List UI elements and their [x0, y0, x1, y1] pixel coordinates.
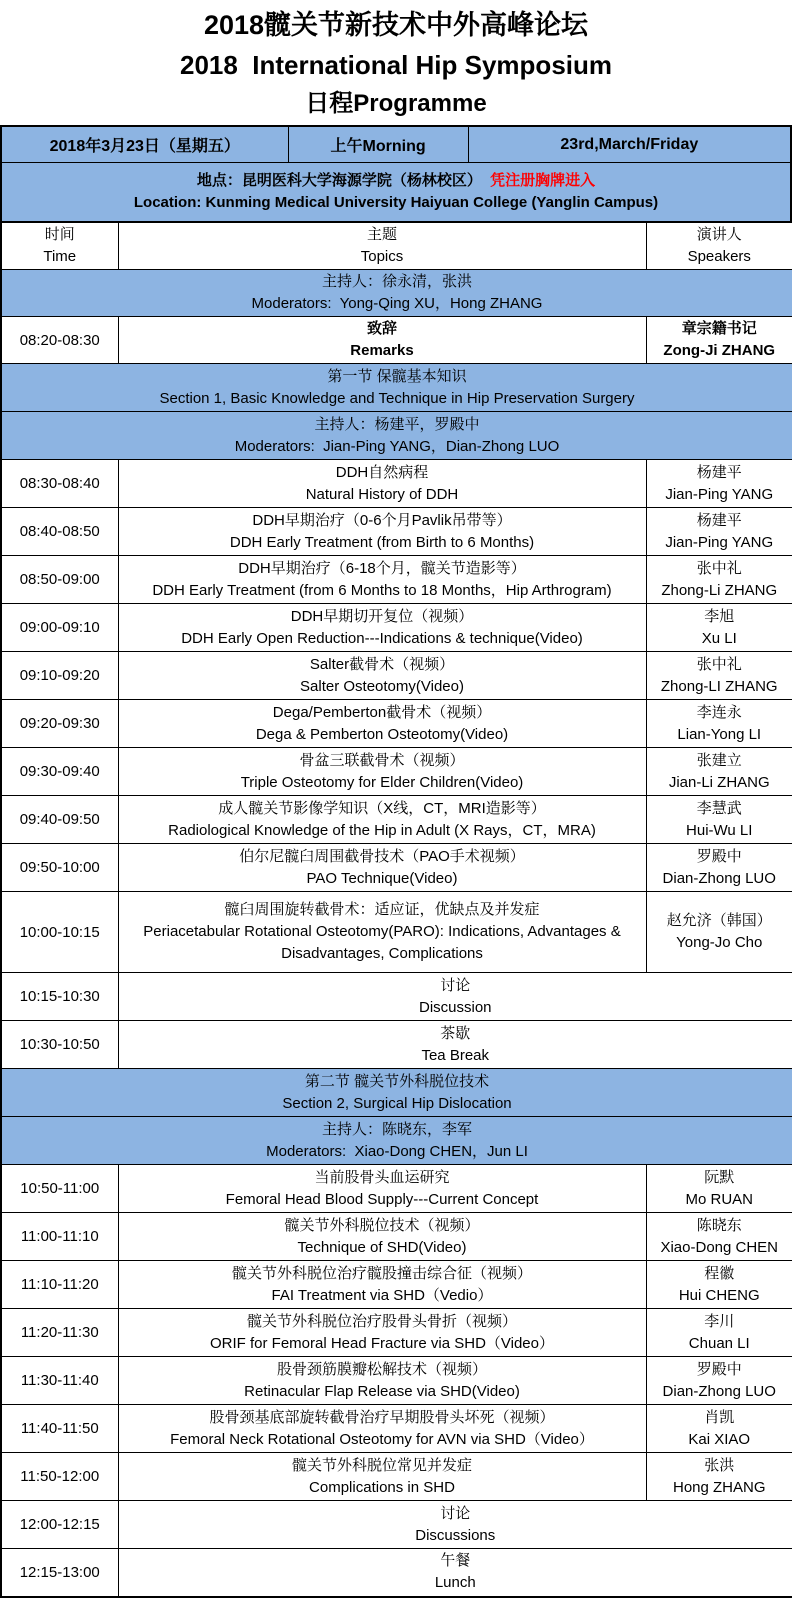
- talk-topic-en: FAI Treatment via SHD（Vedio）: [271, 1286, 493, 1304]
- talk-time: 09:10-09:20: [1, 652, 118, 700]
- talk-speaker-zh: 张建立: [696, 751, 742, 769]
- talk-topic: [118, 1309, 646, 1357]
- talk-row: [1, 460, 792, 508]
- talk-topic-zh: 伯尔尼髋臼周围截骨技术（PAO手术视频）: [239, 847, 525, 865]
- talk-time: 09:30-09:40: [1, 748, 118, 796]
- talk-topic-zh: 髋关节外科脱位治疗髋股撞击综合征（视频）: [231, 1264, 532, 1282]
- section-line-zh: 第二节 髋关节外科脱位技术: [304, 1072, 490, 1090]
- section-line-zh: 第一节 保髋基本知识: [327, 367, 467, 385]
- talk-speaker-zh: 李连永: [696, 703, 742, 721]
- talk-speaker-en: Hui CHENG: [678, 1286, 760, 1304]
- talk-topic-en: Femoral Neck Rotational Osteotomy for AVN via SHD（Video）: [170, 1430, 594, 1448]
- talk-speaker: [646, 1405, 792, 1453]
- break-label-en: Lunch: [434, 1574, 476, 1592]
- col-header-topics: 主题 Topics: [118, 222, 646, 270]
- talk-row: [1, 1213, 792, 1261]
- talk-speaker: [646, 1261, 792, 1309]
- talk-speaker: [646, 1165, 792, 1213]
- talk-speaker-en: Yong-Jo Cho: [676, 934, 763, 952]
- talk-row: [1, 748, 792, 796]
- talk-topic-en: DDH Early Open Reduction---Indications & technique(Video): [181, 629, 583, 647]
- talk-topic-zh: 股骨颈基底部旋转截骨治疗早期股骨头坏死（视频）: [209, 1408, 555, 1426]
- talk-topic-zh: DDH早期切开复位（视频）: [290, 607, 474, 625]
- talk-speaker: [646, 1309, 792, 1357]
- talk-speaker-zh: 杨建平: [696, 511, 742, 529]
- talk-speaker-en: Kai XIAO: [688, 1430, 751, 1448]
- talk-time: 11:10-11:20: [1, 1261, 118, 1309]
- talk-topic: [118, 508, 646, 556]
- talk-topic-zh: 髋关节外科脱位技术（视频）: [284, 1216, 480, 1234]
- talk-time: 11:30-11:40: [1, 1357, 118, 1405]
- talk-speaker-zh: 杨建平: [696, 463, 742, 481]
- talk-speaker-zh: 肖凯: [704, 1408, 735, 1426]
- talk-topic: [118, 1453, 646, 1501]
- talk-row: [1, 1405, 792, 1453]
- talk-speaker-zh: 李慧武: [696, 799, 742, 817]
- talk-time: 11:50-12:00: [1, 1453, 118, 1501]
- talk-row: [1, 1357, 792, 1405]
- talk-topic-en: Retinacular Flap Release via SHD(Video): [244, 1382, 520, 1400]
- talk-topic-en: Technique of SHD(Video): [297, 1238, 467, 1256]
- break-time: 10:30-10:50: [1, 1021, 118, 1069]
- talk-speaker-zh: 阮默: [704, 1168, 735, 1186]
- talk-topic-zh: 髋关节外科脱位治疗股骨头骨折（视频）: [246, 1312, 517, 1330]
- talk-topic-en: Periacetabular Rotational Osteotomy(PARO): Indications, Advantages & Disadvantages, Complications: [143, 923, 625, 963]
- talk-topic: [118, 556, 646, 604]
- moderators-cell: [1, 270, 792, 317]
- page-title-en: 2018 International Hip Symposium: [180, 50, 612, 81]
- talk-speaker-zh: 张中礼: [696, 655, 742, 673]
- talk-topic-en: Natural History of DDH: [305, 485, 459, 503]
- talk-time: 08:50-09:00: [1, 556, 118, 604]
- break-time: 12:15-13:00: [1, 1549, 118, 1597]
- page-title-programme: 日程Programme: [305, 89, 487, 117]
- break-label-zh: 讨论: [440, 1504, 471, 1522]
- talk-speaker-en: Dian-Zhong LUO: [662, 869, 776, 887]
- talk-row: [1, 844, 792, 892]
- moderators-line-zh: 主持人：杨建平，罗殿中: [314, 415, 480, 433]
- talk-topic: [118, 892, 646, 973]
- talk-time: 10:50-11:00: [1, 1165, 118, 1213]
- talk-row: [1, 508, 792, 556]
- talk-time: 09:40-09:50: [1, 796, 118, 844]
- talk-topic-en: Triple Osteotomy for Elder Children(Video): [240, 773, 524, 791]
- col-header-time: 时间 Time: [1, 222, 118, 270]
- schedule-table: [0, 221, 792, 1598]
- break-cell: [118, 1549, 792, 1597]
- break-label-zh: 午餐: [440, 1552, 471, 1570]
- talk-speaker-en: Zhong-LI ZHANG: [660, 677, 778, 695]
- talk-speaker-zh: 罗殿中: [696, 1360, 742, 1378]
- talk-speaker-zh: 张中礼: [696, 559, 742, 577]
- talk-topic-zh: 股骨颈筋膜瓣松解技术（视频）: [276, 1360, 487, 1378]
- col-header-speakers: 演讲人 Speakers: [646, 222, 792, 270]
- talk-topic-zh: Salter截骨术（视频）: [309, 655, 455, 673]
- entry-note-red: 凭注册胸牌进入: [490, 172, 596, 190]
- section-line-en: Section 2, Surgical Hip Dislocation: [282, 1094, 512, 1112]
- talk-topic-zh: 髋臼周围旋转截骨术：适应证，优缺点及并发症: [224, 901, 540, 919]
- talk-row: [1, 652, 792, 700]
- break-row: [1, 1501, 792, 1549]
- talk-speaker-en: Hui-Wu LI: [686, 821, 753, 839]
- talk-topic-en: ORIF for Femoral Head Fracture via SHD（Video）: [210, 1334, 554, 1352]
- section-line-en: Section 1, Basic Knowledge and Technique in Hip Preservation Surgery: [159, 389, 635, 407]
- talk-speaker: [646, 796, 792, 844]
- column-header-row: [1, 222, 792, 270]
- talk-speaker-zh: 赵允济（韩国）: [666, 912, 772, 930]
- section-header-cell: [1, 364, 792, 412]
- talk-time: 08:20-08:30: [1, 317, 118, 364]
- session-date-en: 23rd,March/Friday: [560, 135, 699, 153]
- talk-topic: [118, 317, 646, 364]
- talk-topic-zh: 成人髋关节影像学知识（X线，CT，MRI造影等）: [218, 799, 546, 817]
- talk-row: [1, 1165, 792, 1213]
- talk-topic-zh: 髋关节外科脱位常见并发症: [291, 1456, 472, 1474]
- talk-speaker-en: Lian-Yong LI: [677, 725, 762, 743]
- talk-time: 11:00-11:10: [1, 1213, 118, 1261]
- talk-topic-zh: DDH早期治疗（6-18个月，髋关节造影等）: [238, 559, 526, 577]
- talk-time: 08:30-08:40: [1, 460, 118, 508]
- talk-speaker: [646, 652, 792, 700]
- talk-topic-en: DDH Early Treatment (from Birth to 6 Months): [229, 533, 535, 551]
- moderators-row: [1, 1117, 792, 1165]
- moderators-line-zh: 主持人：徐永清，张洪: [321, 273, 472, 291]
- talk-speaker-en: Jian-Li ZHANG: [668, 773, 770, 791]
- talk-topic-en: Radiological Knowledge of the Hip in Adult (X Rays，CT，MRA): [168, 821, 596, 839]
- moderators-row: [1, 412, 792, 460]
- talk-topic: [118, 1165, 646, 1213]
- talk-speaker-en: Zong-Ji ZHANG: [663, 342, 776, 360]
- talk-row: [1, 892, 792, 973]
- moderators-row: [1, 270, 792, 317]
- talk-topic-zh: DDH自然病程: [335, 463, 429, 481]
- talk-speaker-zh: 陈晓东: [696, 1216, 742, 1234]
- talk-speaker: [646, 1213, 792, 1261]
- talk-speaker-en: Zhong-Li ZHANG: [661, 581, 778, 599]
- talk-speaker: [646, 1357, 792, 1405]
- talk-speaker: [646, 604, 792, 652]
- talk-speaker-en: Hong ZHANG: [672, 1478, 766, 1496]
- moderators-line-en: Moderators: Xiao-Dong CHEN，Jun LI: [266, 1142, 528, 1160]
- talk-topic-en: Complications in SHD: [309, 1478, 455, 1496]
- page-title-zh: 2018髋关节新技术中外高峰论坛: [203, 10, 589, 40]
- talk-speaker: [646, 508, 792, 556]
- talk-topic: [118, 1213, 646, 1261]
- moderators-line-zh: 主持人：陈晓东，李军: [321, 1120, 472, 1138]
- talk-row: [1, 1453, 792, 1501]
- section-header-row: [1, 364, 792, 412]
- talk-speaker-zh: 罗殿中: [696, 847, 742, 865]
- talk-row: [1, 700, 792, 748]
- talk-time: 11:40-11:50: [1, 1405, 118, 1453]
- talk-speaker: [646, 556, 792, 604]
- talk-topic: [118, 1261, 646, 1309]
- talk-speaker-zh: 张洪: [704, 1456, 735, 1474]
- talk-topic: [118, 844, 646, 892]
- talk-speaker-en: Dian-Zhong LUO: [662, 1382, 776, 1400]
- talk-topic: [118, 652, 646, 700]
- location-line-en: Location: Kunming Medical University Haiyuan College (Yanglin Campus): [133, 194, 659, 212]
- talk-topic: [118, 1357, 646, 1405]
- moderators-cell: [1, 412, 792, 460]
- moderators-line-en: Moderators: Yong-Qing XU，Hong ZHANG: [251, 295, 543, 313]
- break-row: [1, 1021, 792, 1069]
- session-date-row: [2, 127, 790, 163]
- section-header-row: [1, 1069, 792, 1117]
- talk-speaker-zh: 程徽: [704, 1264, 735, 1282]
- break-label-zh: 讨论: [440, 976, 471, 994]
- location-text-zh: 地点：昆明医科大学海源学院（杨林校区）: [196, 172, 482, 190]
- moderators-line-en: Moderators: Jian-Ping YANG，Dian-Zhong LUO: [234, 437, 560, 455]
- talk-speaker-en: Jian-Ping YANG: [665, 533, 774, 551]
- talk-row: [1, 796, 792, 844]
- break-time: 12:00-12:15: [1, 1501, 118, 1549]
- session-date-cn: 2018年3月23日（星期五）: [2, 127, 289, 162]
- talk-topic: [118, 604, 646, 652]
- talk-topic-en: DDH Early Treatment (from 6 Months to 18 Months，Hip Arthrogram): [152, 581, 612, 599]
- location-line-zh: [197, 170, 595, 192]
- talk-row: [1, 556, 792, 604]
- talk-time: 09:50-10:00: [1, 844, 118, 892]
- talk-time: 10:00-10:15: [1, 892, 118, 973]
- talk-speaker: [646, 317, 792, 364]
- talk-time: 08:40-08:50: [1, 508, 118, 556]
- session-info-block: [0, 125, 792, 221]
- talk-speaker: [646, 460, 792, 508]
- talk-speaker-en: Xu LI: [701, 629, 737, 647]
- talk-speaker-en: Mo RUAN: [685, 1190, 753, 1208]
- talk-topic-en: Dega & Pemberton Osteotomy(Video): [255, 725, 509, 743]
- talk-topic-en: Remarks: [350, 342, 414, 360]
- break-label-en: Discussion: [418, 998, 492, 1016]
- talk-topic-zh: Dega/Pemberton截骨术（视频）: [272, 703, 492, 721]
- talk-topic: [118, 460, 646, 508]
- talk-speaker: [646, 1453, 792, 1501]
- talk-time: 09:00-09:10: [1, 604, 118, 652]
- break-label-en: Tea Break: [421, 1046, 490, 1064]
- break-label-zh: 茶歇: [440, 1024, 471, 1042]
- talk-row: [1, 1309, 792, 1357]
- talk-row: [1, 317, 792, 364]
- talk-time: 09:20-09:30: [1, 700, 118, 748]
- talk-speaker-zh: 李旭: [704, 607, 735, 625]
- schedule-body: [1, 270, 792, 1597]
- talk-row: [1, 1261, 792, 1309]
- talk-topic: [118, 748, 646, 796]
- talk-speaker-en: Chuan LI: [688, 1334, 750, 1352]
- talk-topic: [118, 700, 646, 748]
- talk-time: 11:20-11:30: [1, 1309, 118, 1357]
- talk-topic: [118, 1405, 646, 1453]
- talk-row: [1, 604, 792, 652]
- location-row: [2, 163, 790, 221]
- page-header: [0, 0, 792, 119]
- talk-speaker-zh: 章宗籍书记: [681, 320, 757, 338]
- talk-topic-en: PAO Technique(Video): [306, 869, 458, 887]
- moderators-cell: [1, 1117, 792, 1165]
- talk-speaker-en: Xiao-Dong CHEN: [660, 1238, 779, 1256]
- talk-topic-en: Femoral Head Blood Supply---Current Concept: [225, 1190, 539, 1208]
- break-row: [1, 1549, 792, 1597]
- talk-topic: [118, 796, 646, 844]
- break-cell: [118, 973, 792, 1021]
- talk-speaker: [646, 892, 792, 973]
- talk-topic-zh: DDH早期治疗（0-6个月Pavlik吊带等）: [252, 511, 512, 529]
- session-period: 上午Morning: [289, 127, 469, 162]
- break-row: [1, 973, 792, 1021]
- talk-topic-zh: 骨盆三联截骨术（视频）: [299, 751, 465, 769]
- talk-speaker: [646, 700, 792, 748]
- talk-speaker: [646, 844, 792, 892]
- talk-topic-zh: 当前股骨头血运研究: [314, 1168, 450, 1186]
- talk-speaker: [646, 748, 792, 796]
- break-cell: [118, 1501, 792, 1549]
- talk-speaker-zh: 李川: [704, 1312, 735, 1330]
- break-cell: [118, 1021, 792, 1069]
- break-time: 10:15-10:30: [1, 973, 118, 1021]
- break-label-en: Discussions: [415, 1526, 496, 1544]
- talk-topic-en: Salter Osteotomy(Video): [300, 677, 464, 695]
- talk-speaker-en: Jian-Ping YANG: [665, 485, 774, 503]
- section-header-cell: [1, 1069, 792, 1117]
- talk-topic-zh: 致辞: [366, 320, 397, 338]
